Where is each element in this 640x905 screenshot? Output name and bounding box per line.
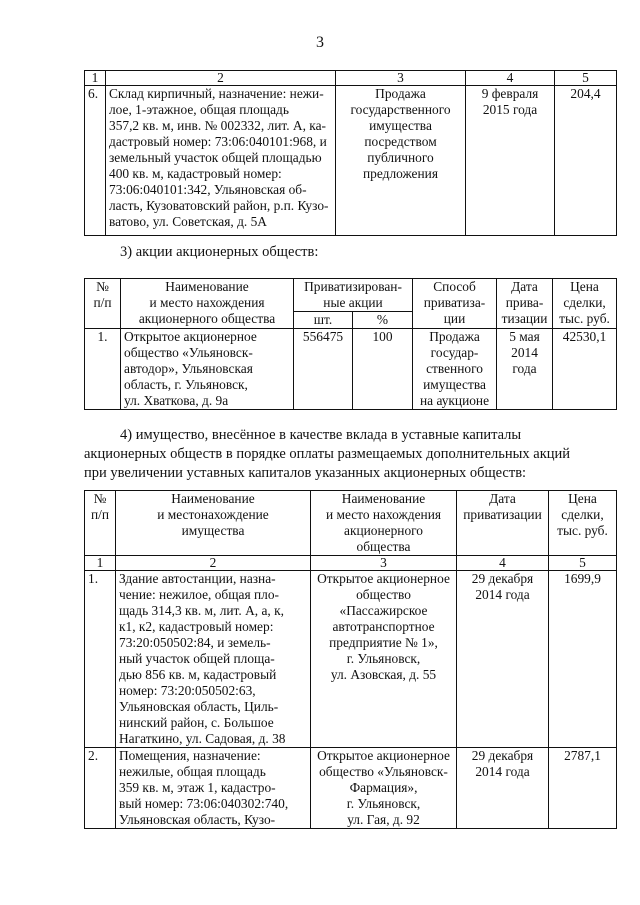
- text-line: акционерного общества: [138, 311, 276, 326]
- text-line: Наименование: [165, 279, 249, 294]
- text-line: дью 856 кв. м, кадастровый: [119, 667, 277, 682]
- text-line: 73:06:040101:342, Ульяновская об-: [109, 182, 307, 197]
- text-line: приватиза-: [423, 295, 486, 310]
- header-price: [553, 279, 617, 329]
- text-line: сделки,: [561, 507, 604, 522]
- column-number: 2: [106, 71, 336, 86]
- text-line: 400 кв. м, кадастровый номер:: [109, 166, 282, 181]
- section-4-paragraph: [84, 426, 616, 483]
- text-line: и место нахождения: [149, 295, 265, 310]
- text-line: 73:20:050502:84, и земель-: [119, 635, 271, 650]
- header-company-name: [121, 279, 294, 329]
- company-name: [311, 571, 457, 748]
- privatization-date: [466, 86, 555, 236]
- text-line: Наименование: [171, 491, 255, 506]
- deal-price: 204,4: [555, 86, 617, 236]
- text-line: вый номер: 73:06:040302:740,: [119, 796, 289, 811]
- column-number: 1: [85, 71, 106, 86]
- privatization-date: [457, 571, 549, 748]
- row-number: 1.: [85, 571, 116, 748]
- header-company-name: [311, 491, 457, 556]
- privatization-date: [497, 329, 553, 410]
- text-line: Наименование: [341, 491, 426, 506]
- column-number: 5: [555, 71, 617, 86]
- table-row: [85, 329, 617, 410]
- text-line: 2014 года: [475, 587, 530, 602]
- text-line: Продажа: [429, 329, 480, 344]
- text-line: Открытое акционерное: [317, 748, 450, 763]
- header-row: [85, 279, 617, 312]
- text-line: щадь 314,3 кв. м, лит. А, а, к,: [119, 603, 284, 618]
- text-line: ный участок общей площа-: [119, 651, 275, 666]
- text-line: Помещения, назначение:: [119, 748, 261, 763]
- header-number: [85, 279, 121, 329]
- text-line: Ульяновская область, Кузо-: [119, 812, 276, 827]
- deal-price: 42530,1: [553, 329, 617, 410]
- text-line: Ульяновская область, Циль-: [119, 699, 279, 714]
- text-line: земельный участок общей площадью: [109, 150, 322, 165]
- text-line: Цена: [568, 491, 597, 506]
- text-line: общества: [356, 539, 411, 554]
- text-line: имущества: [369, 118, 432, 133]
- text-line: «Пассажирское: [339, 603, 428, 618]
- property-description: [116, 748, 311, 829]
- privatization-method: [336, 86, 466, 236]
- text-line: автодор», Ульяновская: [124, 361, 253, 376]
- text-line: общество «Ульяновск-: [124, 345, 253, 360]
- text-line: 4) имущество, внесённое в качестве вклада в уставные капиталы: [120, 427, 522, 443]
- privatization-date: [457, 748, 549, 829]
- shares-pcs: 556475: [294, 329, 353, 410]
- table-row: [85, 748, 617, 829]
- text-line: автотранспортное: [332, 619, 435, 634]
- table-shares: [84, 278, 617, 410]
- header-shares-pcs: шт.: [294, 312, 353, 329]
- deal-price: 2787,1: [549, 748, 617, 829]
- text-line: ул. Азовская, д. 55: [330, 667, 437, 682]
- text-line: п/п: [93, 295, 112, 310]
- text-line: общество: [356, 587, 411, 602]
- row-number: 6.: [85, 86, 106, 236]
- text-line: 357,2 кв. м, инв. № 002332, лит. А, ка-: [109, 118, 326, 133]
- text-line: Дата: [511, 279, 538, 294]
- text-line: тыс. руб.: [559, 311, 610, 326]
- text-line: тыс. руб.: [557, 523, 608, 538]
- text-line: акционерного: [344, 523, 423, 538]
- text-line: 29 декабря: [471, 748, 534, 763]
- text-line: г. Ульяновск,: [346, 651, 421, 666]
- header-method: [413, 279, 497, 329]
- company-name: [311, 748, 457, 829]
- text-line: публичного: [367, 150, 434, 165]
- text-line: Цена: [570, 279, 599, 294]
- text-line: 5 мая: [509, 329, 540, 344]
- text-line: Здание автостанции, назна-: [119, 571, 276, 586]
- text-line: Фармация»,: [349, 780, 418, 795]
- text-line: ул. Гая, д. 92: [347, 812, 420, 827]
- text-line: №: [96, 279, 109, 294]
- header-price: [549, 491, 617, 556]
- column-number-row: [85, 71, 617, 86]
- text-line: Открытое акционерное: [124, 329, 257, 344]
- text-line: ласть, Кузоватовский район, р.п. Кузо-: [109, 198, 329, 213]
- text-line: сделки,: [563, 295, 606, 310]
- text-line: приватизации: [463, 507, 542, 522]
- column-number: 4: [466, 71, 555, 86]
- text-line: п/п: [90, 507, 110, 522]
- privatization-method: [413, 329, 497, 410]
- text-line: №: [93, 491, 107, 506]
- text-line: ул. Хваткова, д. 9а: [124, 393, 229, 408]
- text-line: Нагаткино, ул. Садовая, д. 38: [119, 731, 286, 746]
- text-line: к1, к2, кадастровый номер:: [119, 619, 274, 634]
- text-line: 9 февраля: [481, 86, 539, 101]
- column-number: 2: [116, 556, 311, 571]
- property-description: [106, 86, 336, 236]
- text-line: и местонахождение: [157, 507, 269, 522]
- header-shares-pct: %: [353, 312, 413, 329]
- text-line: нинский район, с. Большое: [119, 715, 274, 730]
- table-row: [85, 571, 617, 748]
- text-line: посредством: [364, 134, 437, 149]
- table-row: [85, 86, 617, 236]
- text-line: и место нахождения: [325, 507, 442, 522]
- text-line: дастровый номер: 73:06:040101:968, и: [109, 134, 327, 149]
- row-number: 1.: [85, 329, 121, 410]
- page-number: 3: [316, 34, 324, 51]
- text-line: при увеличении уставных капиталов указанных акционерных обществ:: [84, 465, 527, 481]
- header-number: [85, 491, 116, 556]
- table-property-continued: [84, 70, 617, 236]
- header-property-name: [116, 491, 311, 556]
- section-3-title: 3) акции акционерных обществ:: [120, 244, 319, 260]
- text-line: на аукционе: [419, 393, 490, 408]
- text-line: государ-: [430, 345, 479, 360]
- column-number: 3: [336, 71, 466, 86]
- text-line: 2014 года: [475, 764, 530, 779]
- text-line: года: [512, 361, 537, 376]
- text-line: Дата: [489, 491, 516, 506]
- company-name: [121, 329, 294, 410]
- text-line: предприятие № 1»,: [329, 635, 438, 650]
- row-number: 2.: [85, 748, 116, 829]
- column-number: 3: [311, 556, 457, 571]
- text-line: ции: [443, 311, 466, 326]
- text-line: нежилые, общая площадь: [119, 764, 266, 779]
- column-number-row: [85, 556, 617, 571]
- text-line: Открытое акционерное: [317, 571, 450, 586]
- text-line: прива-: [505, 295, 544, 310]
- text-line: область, г. Ульяновск,: [124, 377, 248, 392]
- text-line: чение: нежилое, общая пло-: [119, 587, 280, 602]
- text-line: общество «Ульяновск-: [319, 764, 448, 779]
- shares-pct: 100: [353, 329, 413, 410]
- text-line: 29 декабря: [471, 571, 534, 586]
- text-line: 2015 года: [482, 102, 538, 117]
- text-line: номер: 73:20:050502:63,: [119, 683, 256, 698]
- table-contributed-property: [84, 490, 617, 829]
- text-line: 2014: [511, 345, 538, 360]
- text-line: лое, 1-этажное, общая площадь: [109, 102, 289, 117]
- property-description: [116, 571, 311, 748]
- deal-price: 1699,9: [549, 571, 617, 748]
- column-number: 5: [549, 556, 617, 571]
- text-line: государственного: [350, 102, 451, 117]
- text-line: ные акции: [323, 295, 383, 310]
- header-date: [497, 279, 553, 329]
- header-shares: [294, 279, 413, 312]
- text-line: имущества: [423, 377, 486, 392]
- header-date: [457, 491, 549, 556]
- header-row: [85, 491, 617, 556]
- text-line: ватово, ул. Советская, д. 5А: [109, 214, 267, 229]
- text-line: Склад кирпичный, назначение: нежи-: [109, 86, 324, 101]
- text-line: тизации: [501, 311, 548, 326]
- text-line: Приватизирован-: [304, 279, 402, 294]
- text-line: Способ: [433, 279, 476, 294]
- column-number: 1: [85, 556, 116, 571]
- text-line: 359 кв. м, этаж 1, кадастро-: [119, 780, 276, 795]
- text-line: предложения: [363, 166, 438, 181]
- text-line: ственного: [426, 361, 483, 376]
- text-line: г. Ульяновск,: [346, 796, 421, 811]
- text-line: имущества: [181, 523, 245, 538]
- text-line: акционерных обществ в порядке оплаты размещаемых дополнительных акций: [84, 446, 571, 462]
- column-number: 4: [457, 556, 549, 571]
- text-line: Продажа: [375, 86, 426, 101]
